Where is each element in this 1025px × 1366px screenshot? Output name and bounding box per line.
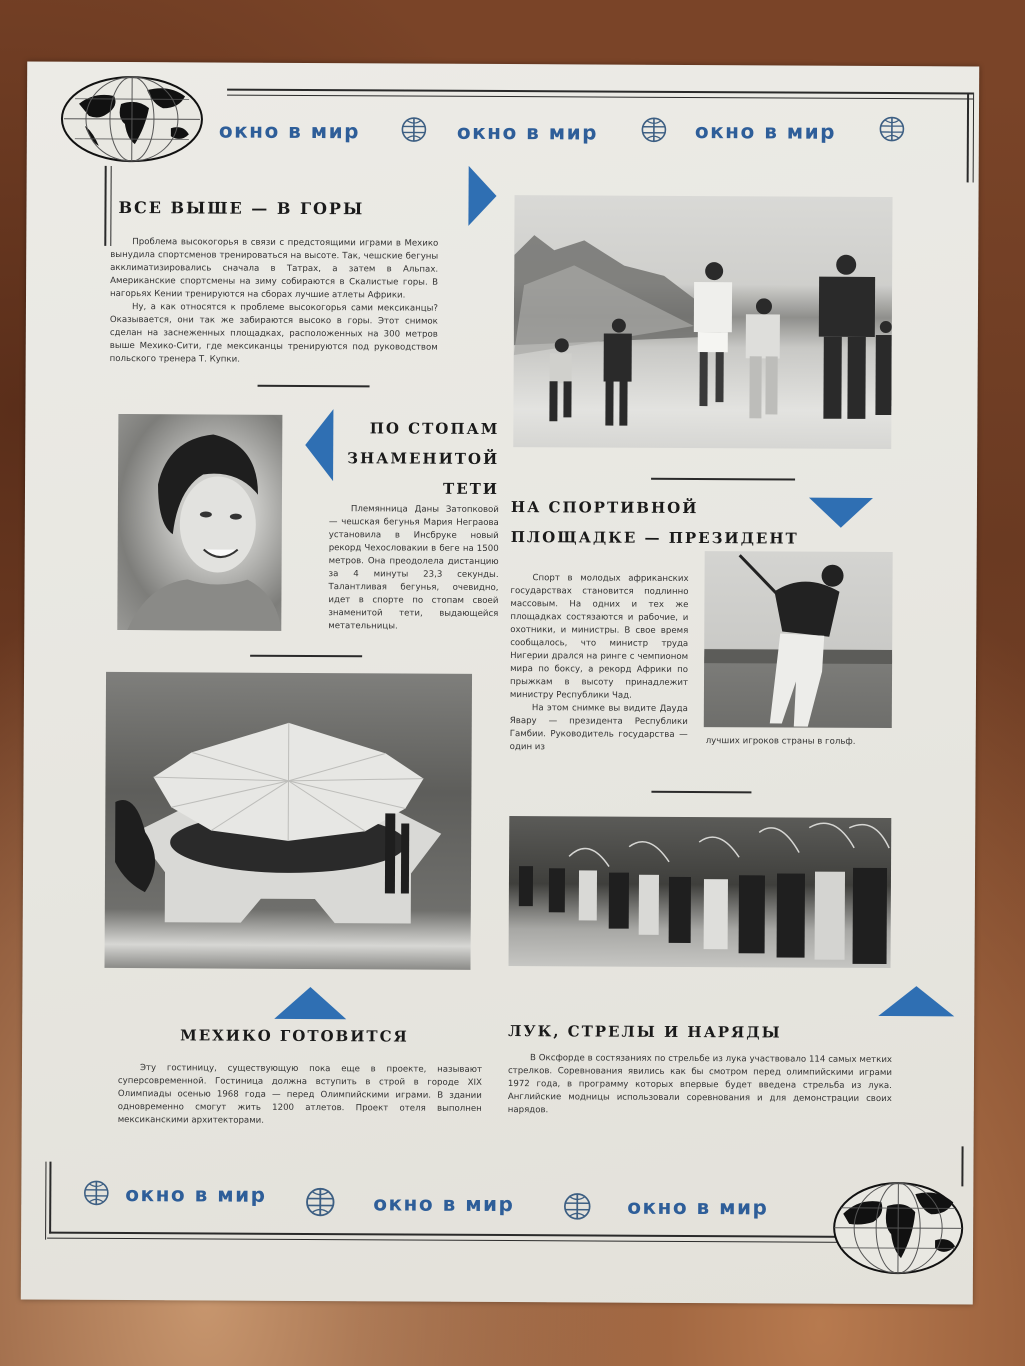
triangle-down-icon: [809, 498, 873, 528]
rubric-globe-icon: [401, 116, 427, 142]
rubric-globe-icon: [83, 1180, 109, 1206]
frame-right-rule-thin: [973, 92, 974, 182]
article-body-president: [510, 572, 689, 755]
separator-rule: [651, 791, 751, 794]
article-title-archery: ЛУК, СТРЕЛЫ И НАРЯДЫ: [508, 1022, 782, 1042]
frame-right-rule: [967, 92, 969, 182]
golfer-swing-photo: [704, 551, 893, 728]
rubric-globe-icon: [305, 1187, 335, 1217]
article-title-mountains: ВСЕ ВЫШЕ — В ГОРЫ: [118, 197, 365, 219]
header-rubric-1: окно в мир: [218, 118, 361, 144]
paragraph: Ну, а как относятся к проблеме высокогорья сами мексиканцы? Оказывается, они так же забираются высоко в горы. Этот снимок сделан на заснеженных площадках, расположенных на 300 метров выше Мехико-Сити, где мексиканцы тренируются под руководством польского тренера Т. Купки.: [109, 302, 438, 365]
separator-rule: [651, 478, 795, 481]
header-rubric-2: окно в мир: [456, 119, 599, 145]
archers-line-photo: [509, 816, 892, 968]
smiling-woman-portrait-photo: [117, 414, 282, 631]
separator-rule: [258, 385, 370, 388]
article-body-aunt: [328, 503, 499, 634]
frame-left-rule-thin: [110, 166, 111, 246]
header-rubric-3: окно в мир: [694, 119, 837, 144]
title-line: ЗНАМЕНИТОЙ: [347, 449, 500, 468]
frame-top-rule-thin: [227, 95, 973, 100]
world-globe-icon: [831, 1180, 966, 1277]
frame-left-rule: [104, 166, 106, 246]
triangle-up-icon: [274, 987, 346, 1019]
frame-left-bottom-rule: [49, 1162, 51, 1234]
runners-in-mountains-photo: [513, 195, 892, 449]
footer-rubric-1: окно в мир: [125, 1182, 267, 1207]
magazine-page: [21, 62, 979, 1305]
rubric-globe-icon: [641, 117, 667, 143]
title-line: ПО СТОПАМ: [369, 419, 500, 438]
paragraph: На этом снимке вы видите Дауда Явару — президента Республики Гамбии. Руководитель государства — один из: [509, 703, 688, 753]
article-title-mexico: МЕХИКО ГОТОВИТСЯ: [180, 1026, 409, 1046]
title-line: ПЛОЩАДКЕ — ПРЕЗИДЕНТ: [510, 528, 799, 548]
rubric-globe-icon: [563, 1192, 591, 1220]
paragraph: В Оксфорде в состязаниях по стрельбе из лука участвовало 114 самых метких стрелков. Соревнования явились как бы смотром перед олимпийскими играми 1972 года, в программу которых впервые будет введена стрельба из лука. Английские модницы использовали соревнования и для демонстрации своих нарядов.: [507, 1053, 893, 1116]
paragraph: Спорт в молодых африканских государствах становится подлинно массовым. На одних и тех же площадках состязаются и рабочие, и охотники, и министры. В свое время сообщалось, что министр труда Нигерии дрался на ринге с чемпионом мира по боксу, а рекорд Африки по прыжкам в высоту принадлежит министру Республики Чад.: [509, 573, 689, 701]
frame-bottom-rule-thin: [47, 1238, 851, 1243]
article-body-mountains: [110, 236, 439, 368]
rubric-globe-icon: [879, 116, 905, 142]
article-body-president-continuation: [706, 735, 892, 749]
paragraph: Проблема высокогорья в связи с предстоящими играми в Мехико вынудила спортсменов тренироваться на высоте. Так, чешские бегуны акклиматизировались сначала в Татрах, а затем в Альпах. Американские спортсмены на зиму собираются в Скалистые горы. В нагорьях Кении тренируются на сборах лучшие атлеты Африки.: [110, 237, 439, 301]
article-title-president: [511, 492, 799, 554]
article-body-archery: [508, 1052, 892, 1119]
frame-left-bottom-rule-thin: [45, 1162, 46, 1240]
paragraph: Эту гостиницу, существующую пока еще в проекте, называют суперсовременной. Гостиница должна вступить в строй в городе XIX Олимпиады осенью 1968 года — перед Олимпийскими играми. В здании одновременно смогут жить 1200 атлетов. Проект отеля выполнен мексиканскими архитекторами.: [117, 1063, 483, 1126]
triangle-up-icon: [878, 986, 954, 1016]
paragraph: Племянница Даны Затопковой — чешская бегунья Мария Неграова установила в Инсбруке новый рекорд Чехословакии в беге на 1500 метров. Она преодолела дистанцию за 4 минуты 23,3 секунды. Талантливая бегунья, очевидно, идет в спорте по стопам своей знаменитой тети, выдающейся метательницы.: [328, 504, 499, 632]
title-line: НА СПОРТИВНОЙ: [510, 498, 699, 518]
article-body-mexico: [118, 1062, 482, 1129]
hotel-model-photo: [105, 672, 473, 970]
article-title-aunt: [325, 413, 499, 504]
triangle-right-icon: [468, 166, 496, 226]
frame-top-rule: [227, 89, 973, 95]
frame-bottom-rule: [49, 1232, 849, 1238]
footer-rubric-2: окно в мир: [373, 1191, 515, 1217]
paragraph: лучших игроков страны в гольф.: [705, 736, 856, 747]
separator-rule: [250, 655, 362, 658]
world-globe-icon: [59, 74, 205, 165]
title-line: ТЕТИ: [443, 479, 500, 498]
footer-rubric-3: окно в мир: [627, 1194, 769, 1220]
